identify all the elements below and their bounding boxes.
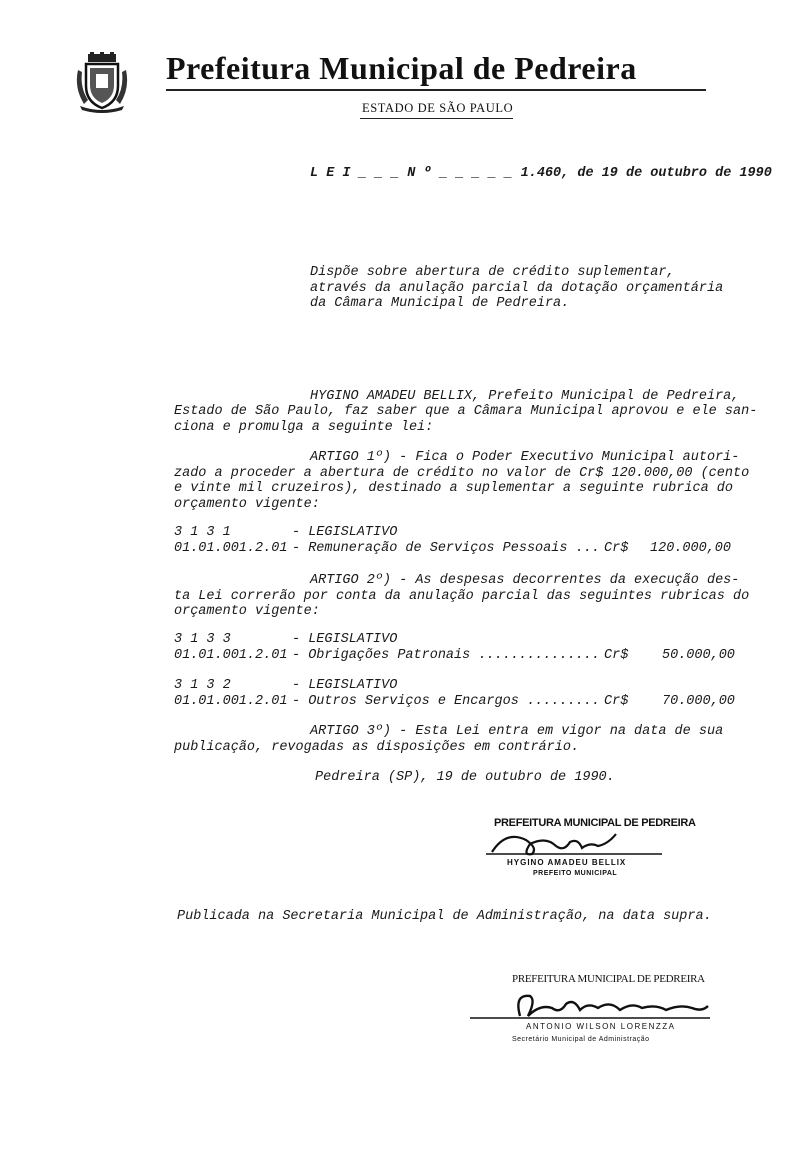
mayor-title: PREFEITO MUNICIPAL xyxy=(533,870,618,877)
coat-of-arms-icon xyxy=(74,52,130,114)
item-head: - LEGISLATIVO xyxy=(292,678,398,693)
law-heading xyxy=(310,166,772,181)
item-description: - Remuneração de Serviços Pessoais ... xyxy=(292,541,600,556)
article-1-line: e vinte mil cruzeiros), destinado a suplementar a seguinte rubrica do xyxy=(174,481,733,496)
law-number: 1.460, xyxy=(520,166,570,181)
secretary-name: ANTONIO WILSON LORENZZA xyxy=(526,1022,676,1031)
item-code: 3 1 3 1 xyxy=(174,525,231,540)
header-rule xyxy=(166,89,706,91)
item-description: - Outros Serviços e Encargos ......... xyxy=(292,694,600,709)
preamble-line: Estado de São Paulo, faz saber que a Câmara Municipal aprovou e ele san- xyxy=(174,404,758,419)
page-title: Prefeitura Municipal de Pedreira xyxy=(166,50,637,86)
secretary-signature-icon xyxy=(470,986,710,1026)
article-1-line: zado a proceder a abertura de crédito no valor de Cr$ 120.000,00 (cento xyxy=(174,466,750,481)
article-1-line: ARTIGO 1º) - Fica o Poder Executivo Municipal autori- xyxy=(310,450,740,465)
item-currency: Cr$ xyxy=(604,694,629,709)
state-underline xyxy=(360,118,513,119)
item-code: 3 1 3 3 xyxy=(174,632,231,647)
preamble-line: ciona e promulga a seguinte lei: xyxy=(174,420,434,435)
secretary-stamp-institution: PREFEITURA MUNICIPAL DE PEDREIRA xyxy=(512,973,705,985)
budget-item-header xyxy=(174,678,734,694)
item-amount: 120.000,00 xyxy=(650,541,732,556)
article-2-line: orçamento vigente: xyxy=(174,604,320,619)
budget-item-line xyxy=(174,541,734,557)
ementa: Dispõe sobre abertura de crédito suplementar, através da anulação parcial da dotação orçamentária da Câmara Municipal de Pedreira. xyxy=(310,265,724,311)
item-account: 01.01.001.2.01 xyxy=(174,648,288,663)
item-head: - LEGISLATIVO xyxy=(292,632,398,647)
item-amount: 70.000,00 xyxy=(662,694,735,709)
budget-item-header xyxy=(174,632,734,648)
place-date: Pedreira (SP), 19 de outubro de 1990. xyxy=(315,770,615,785)
article-3-line: ARTIGO 3º) - Esta Lei entra em vigor na data de sua xyxy=(310,724,724,739)
article-1-line: orçamento vigente: xyxy=(174,497,320,512)
budget-item-header xyxy=(174,525,734,541)
law-date: de 19 de outubro de 1990 xyxy=(577,166,772,181)
preamble-line: HYGINO AMADEU BELLIX, Prefeito Municipal de Pedreira, xyxy=(310,389,740,404)
item-description: - Obrigações Patronais ............... xyxy=(292,648,600,663)
secretary-title: Secretário Municipal de Administração xyxy=(512,1036,650,1043)
mayor-name: HYGINO AMADEU BELLIX xyxy=(507,858,627,867)
item-account: 01.01.001.2.01 xyxy=(174,694,288,709)
article-3-line: publicação, revogadas as disposições em contrário. xyxy=(174,740,580,755)
budget-item-line xyxy=(174,694,734,710)
item-currency: Cr$ xyxy=(604,541,629,556)
mayor-signature-icon xyxy=(486,826,666,860)
state-label: ESTADO DE SÃO PAULO xyxy=(362,101,514,115)
item-currency: Cr$ xyxy=(604,648,629,663)
item-account: 01.01.001.2.01 xyxy=(174,541,288,556)
item-amount: 50.000,00 xyxy=(662,648,735,663)
law-label: L E I _ _ _ N º _ _ _ _ _ xyxy=(310,166,513,181)
budget-item-line xyxy=(174,648,734,664)
publication-note: Publicada na Secretaria Municipal de Administração, na data supra. xyxy=(177,909,712,924)
article-2-line: ARTIGO 2º) - As despesas decorrentes da execução des- xyxy=(310,573,740,588)
article-2-line: ta Lei correrão por conta da anulação parcial das seguintes rubricas do xyxy=(174,589,750,604)
mayor-stamp-institution: PREFEITURA MUNICIPAL DE PEDREIRA xyxy=(494,817,696,829)
item-head: - LEGISLATIVO xyxy=(292,525,398,540)
item-code: 3 1 3 2 xyxy=(174,678,231,693)
